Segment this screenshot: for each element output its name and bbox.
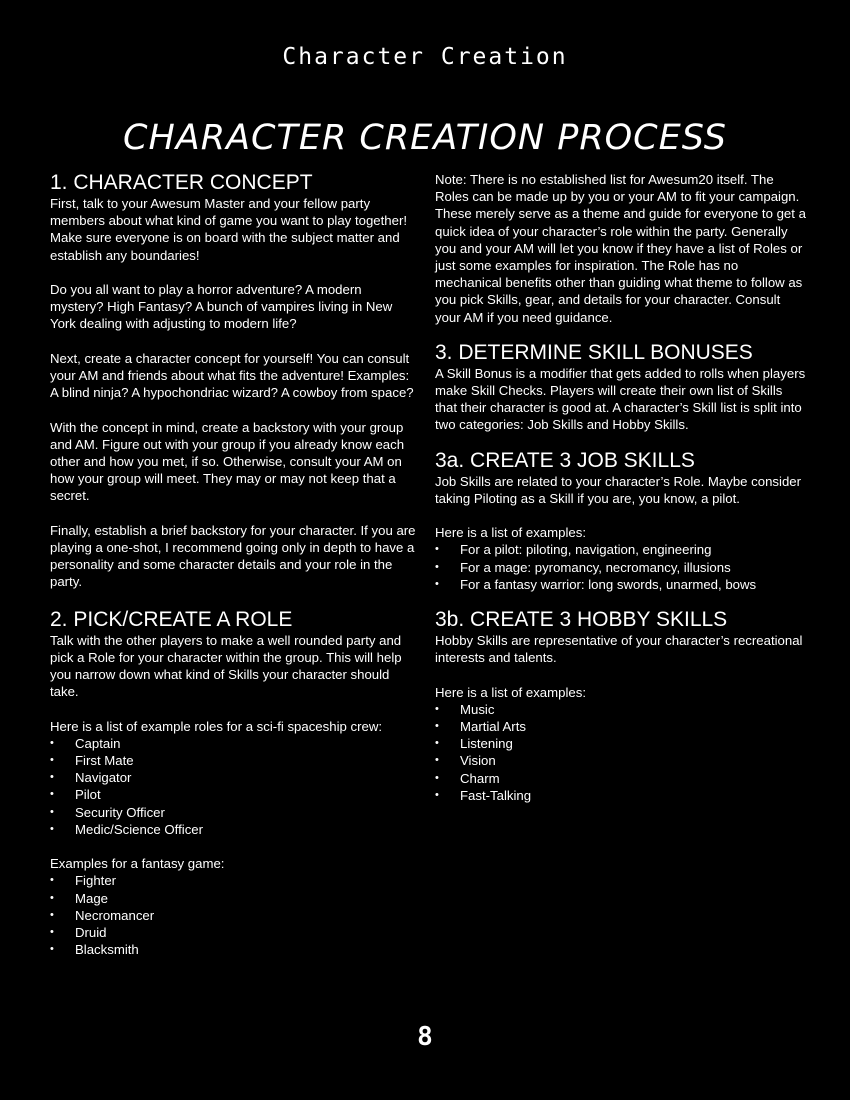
list-item: • Fast-Talking bbox=[435, 787, 807, 804]
list-item: • Navigator bbox=[50, 769, 418, 786]
list-item: • Captain bbox=[50, 735, 418, 752]
job-examples-label: Here is a list of examples: bbox=[435, 525, 586, 541]
hobby-examples-list bbox=[435, 701, 807, 804]
list-item: • Martial Arts bbox=[435, 718, 807, 735]
job-skills-text: Job Skills are related to your character’s Role. Maybe consider taking Piloting as a Skill if you are, you know, a pilot. bbox=[435, 473, 802, 506]
page-title: CHARACTER CREATION PROCESS bbox=[123, 118, 727, 158]
concept-paragraph: Next, create a character concept for yourself! You can consult your AM and friends about what fits the adventure! Examples: A blind ninja? A hypochondriac wizard? A cowboy from space? bbox=[50, 350, 414, 401]
fantasy-roles-list bbox=[50, 872, 418, 958]
role-note: Note: There is no established list for Awesum20 itself. The Roles can be made up by you or your AM to fit your campaign. These merely serve as a theme and guide for everyone to get a quick idea of your character’s role within the party. Generally you and your AM will let you know if they have a list of Roles or just some examples for inspiration. The Role has no mechanical benefits other than guiding what theme to follow as you pick Skills, gear, and details for your character. Consult your AM if you need guidance. bbox=[435, 172, 806, 325]
section-heading-job-skills: 3a. CREATE 3 JOB SKILLS bbox=[435, 448, 695, 472]
list-item: • Druid bbox=[50, 924, 418, 941]
concept-paragraph: Finally, establish a brief backstory for your character. If you are playing a one-shot, I recommend going only in depth to have a personality and some character details and your role in the party. bbox=[50, 522, 416, 590]
concept-paragraph: Do you all want to play a horror adventure? A modern mystery? High Fantasy? A bunch of vampires living in New York dealing with adjusting to modern life? bbox=[50, 282, 393, 332]
list-item: • Security Officer bbox=[50, 804, 418, 821]
left-column bbox=[50, 171, 418, 958]
hobby-examples-label: Here is a list of examples: bbox=[435, 684, 586, 700]
list-item: • For a mage: pyromancy, necromancy, illusions bbox=[435, 559, 807, 576]
right-column bbox=[435, 171, 807, 804]
list-item: • First Mate bbox=[50, 752, 418, 769]
list-item: • Mage bbox=[50, 890, 418, 907]
section-heading-concept: 1. CHARACTER CONCEPT bbox=[50, 171, 313, 194]
concept-paragraph: With the concept in mind, create a backstory with your group and AM. Figure out with your group if you already know each other and how you met, if so. Otherwise, consult your AM on how your group will meet. They may or may not keep that a secret. bbox=[50, 419, 405, 504]
list-item: • Necromancer bbox=[50, 907, 418, 924]
list-item: • Music bbox=[435, 701, 807, 718]
list-item: • Charm bbox=[435, 770, 807, 787]
list-item: • Vision bbox=[435, 752, 807, 769]
concept-paragraph: First, talk to your Awesum Master and your fellow party members about what kind of game you want to play together! Make sure everyone is on board with the subject matter and establish any boundaries! bbox=[50, 196, 407, 263]
list-item: • For a pilot: piloting, navigation, engineering bbox=[435, 541, 807, 558]
section-heading-skills: 3. DETERMINE SKILL BONUSES bbox=[435, 340, 753, 364]
section-heading-hobby-skills: 3b. CREATE 3 HOBBY SKILLS bbox=[435, 608, 728, 632]
section-heading-role: 2. PICK/CREATE A ROLE bbox=[50, 607, 293, 631]
page-number: 8 bbox=[417, 1022, 433, 1052]
role-intro: Talk with the other players to make a well rounded party and pick a Role for your character within the group. This will help you narrow down what kind of Skills your character should take. bbox=[50, 632, 402, 700]
list-item: • Pilot bbox=[50, 786, 418, 803]
list-item: • Listening bbox=[435, 735, 807, 752]
skills-text: A Skill Bonus is a modifier that gets added to rolls when players make Skill Checks. Players will create their own list of Skills that their character is good at. A character’s Skill list is split into two categories: Job Skills and Hobby Skills. bbox=[435, 365, 806, 433]
job-examples-list bbox=[435, 541, 807, 593]
fantasy-roles-label: Examples for a fantasy game: bbox=[50, 856, 225, 872]
list-item: • For a fantasy warrior: long swords, unarmed, bows bbox=[435, 576, 807, 593]
scifi-roles-list bbox=[50, 735, 418, 838]
list-item: • Medic/Science Officer bbox=[50, 821, 418, 838]
scifi-roles-label: Here is a list of example roles for a sci-fi spaceship crew: bbox=[50, 718, 383, 734]
hobby-skills-text: Hobby Skills are representative of your character’s recreational interests and talents. bbox=[435, 633, 803, 666]
running-header: Character Creation bbox=[282, 44, 568, 70]
list-item: • Blacksmith bbox=[50, 941, 418, 958]
list-item: • Fighter bbox=[50, 872, 418, 889]
